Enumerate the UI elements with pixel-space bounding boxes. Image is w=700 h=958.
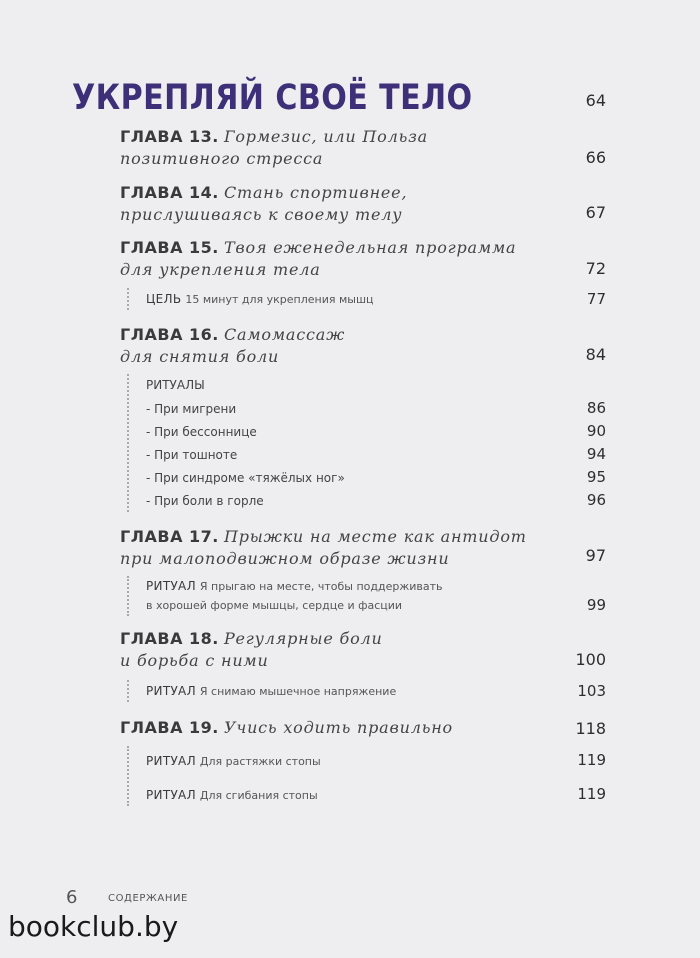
dotted-bracket xyxy=(127,374,129,512)
ritual-tag: РИТУАЛ xyxy=(146,788,196,802)
dotted-bracket xyxy=(127,576,129,616)
chapter-17-page: 97 xyxy=(585,546,606,565)
ch15-goal-page: 77 xyxy=(586,290,606,308)
ch17-ritual-page: 99 xyxy=(586,596,606,614)
ritual-tag: РИТУАЛ xyxy=(146,579,196,593)
section-title: УКРЕПЛЯЙ СВОЁ ТЕЛО xyxy=(72,78,473,118)
ritual-desc: Для сгибания стопы xyxy=(199,789,318,802)
chapter-label: ГЛАВА 16. xyxy=(120,325,219,344)
chapter-title-line1: Гормезис, или Польза xyxy=(223,127,428,146)
dotted-bracket xyxy=(127,746,129,806)
ritual-tag: РИТУАЛ xyxy=(146,684,196,698)
chapter-label: ГЛАВА 17. xyxy=(120,527,219,546)
ch19-ritual-flex[interactable] xyxy=(146,786,318,805)
ritual-item-migraine[interactable]: - При мигрени xyxy=(146,402,237,416)
footer-label: СОДЕРЖАНИЕ xyxy=(108,893,188,904)
ritual-item-page: 94 xyxy=(586,445,606,463)
chapter-title-line1: Твоя еженедельная программа xyxy=(223,238,517,257)
chapter-label: ГЛАВА 15. xyxy=(120,238,219,257)
ritual-desc-line2: в хорошей форме мышцы, сердце и фасции xyxy=(146,599,403,612)
chapter-title-line1: Учись ходить правильно xyxy=(223,718,453,737)
chapter-14-page: 67 xyxy=(585,203,606,222)
chapter-title-line2: при малоподвижном образе жизни xyxy=(120,549,450,568)
section-page-number: 64 xyxy=(585,91,606,110)
chapter-title-line2: прислушиваясь к своему телу xyxy=(120,205,403,224)
dotted-bracket xyxy=(127,680,129,702)
ritual-item-page: 95 xyxy=(586,468,606,486)
ch18-ritual[interactable] xyxy=(146,682,396,701)
chapter-13[interactable] xyxy=(120,126,560,170)
ch15-goal[interactable] xyxy=(146,290,374,309)
chapter-title-line2: и борьба с ними xyxy=(120,651,269,670)
ritual-item-nausea[interactable]: - При тошноте xyxy=(146,448,238,462)
chapter-label: ГЛАВА 14. xyxy=(120,183,219,202)
chapter-13-page: 66 xyxy=(585,148,606,167)
goal-tag: ЦЕЛЬ xyxy=(146,292,182,306)
chapter-19[interactable] xyxy=(120,717,560,739)
watermark: bookclub.by xyxy=(8,910,179,943)
chapter-18[interactable] xyxy=(120,628,560,672)
chapter-15-page: 72 xyxy=(585,259,606,278)
ritual-desc-line1: Я прыгаю на месте, чтобы поддерживать xyxy=(199,580,443,593)
chapter-label: ГЛАВА 18. xyxy=(120,629,219,648)
dotted-bracket xyxy=(127,288,129,310)
ritual-item-insomnia[interactable]: - При бессоннице xyxy=(146,425,257,439)
ch19-ritual-stretch-page: 119 xyxy=(577,751,606,769)
chapter-label: ГЛАВА 13. xyxy=(120,127,219,146)
chapter-title-line2: позитивного стресса xyxy=(120,149,324,168)
chapter-17[interactable] xyxy=(120,526,560,570)
chapter-16-page: 84 xyxy=(585,345,606,364)
chapter-title-line1: Регулярные боли xyxy=(223,629,383,648)
chapter-title-line1: Прыжки на месте как антидот xyxy=(223,527,527,546)
ch19-ritual-stretch[interactable] xyxy=(146,752,321,771)
goal-desc: 15 минут для укрепления мышц xyxy=(185,293,374,306)
ritual-item-page: 96 xyxy=(586,491,606,509)
ritual-item-page: 90 xyxy=(586,422,606,440)
ritual-desc: Для растяжки стопы xyxy=(199,755,321,768)
chapter-16[interactable] xyxy=(120,324,560,368)
chapter-15[interactable] xyxy=(120,237,560,281)
chapter-label: ГЛАВА 19. xyxy=(120,718,219,737)
ch18-ritual-page: 103 xyxy=(577,682,606,700)
footer-page-number: 6 xyxy=(66,887,78,908)
chapter-14[interactable] xyxy=(120,182,560,226)
ritual-item-page: 86 xyxy=(586,399,606,417)
chapter-title-line1: Самомассаж xyxy=(223,325,346,344)
chapter-title-line1: Стань спортивнее, xyxy=(223,183,408,202)
ritual-item-sore-throat[interactable]: - При боли в горле xyxy=(146,494,264,508)
ch19-ritual-flex-page: 119 xyxy=(577,785,606,803)
ritual-item-heavy-legs[interactable]: - При синдроме «тяжёлых ног» xyxy=(146,471,345,485)
chapter-title-line2: для укрепления тела xyxy=(120,260,321,279)
chapter-18-page: 100 xyxy=(575,650,606,669)
chapter-19-page: 118 xyxy=(575,719,606,738)
ch17-ritual[interactable] xyxy=(146,577,443,615)
ritual-tag: РИТУАЛ xyxy=(146,754,196,768)
ritual-desc: Я снимаю мышечное напряжение xyxy=(199,685,397,698)
chapter-title-line2: для снятия боли xyxy=(120,347,280,366)
ch16-rituals-tag: РИТУАЛЫ xyxy=(146,378,205,392)
